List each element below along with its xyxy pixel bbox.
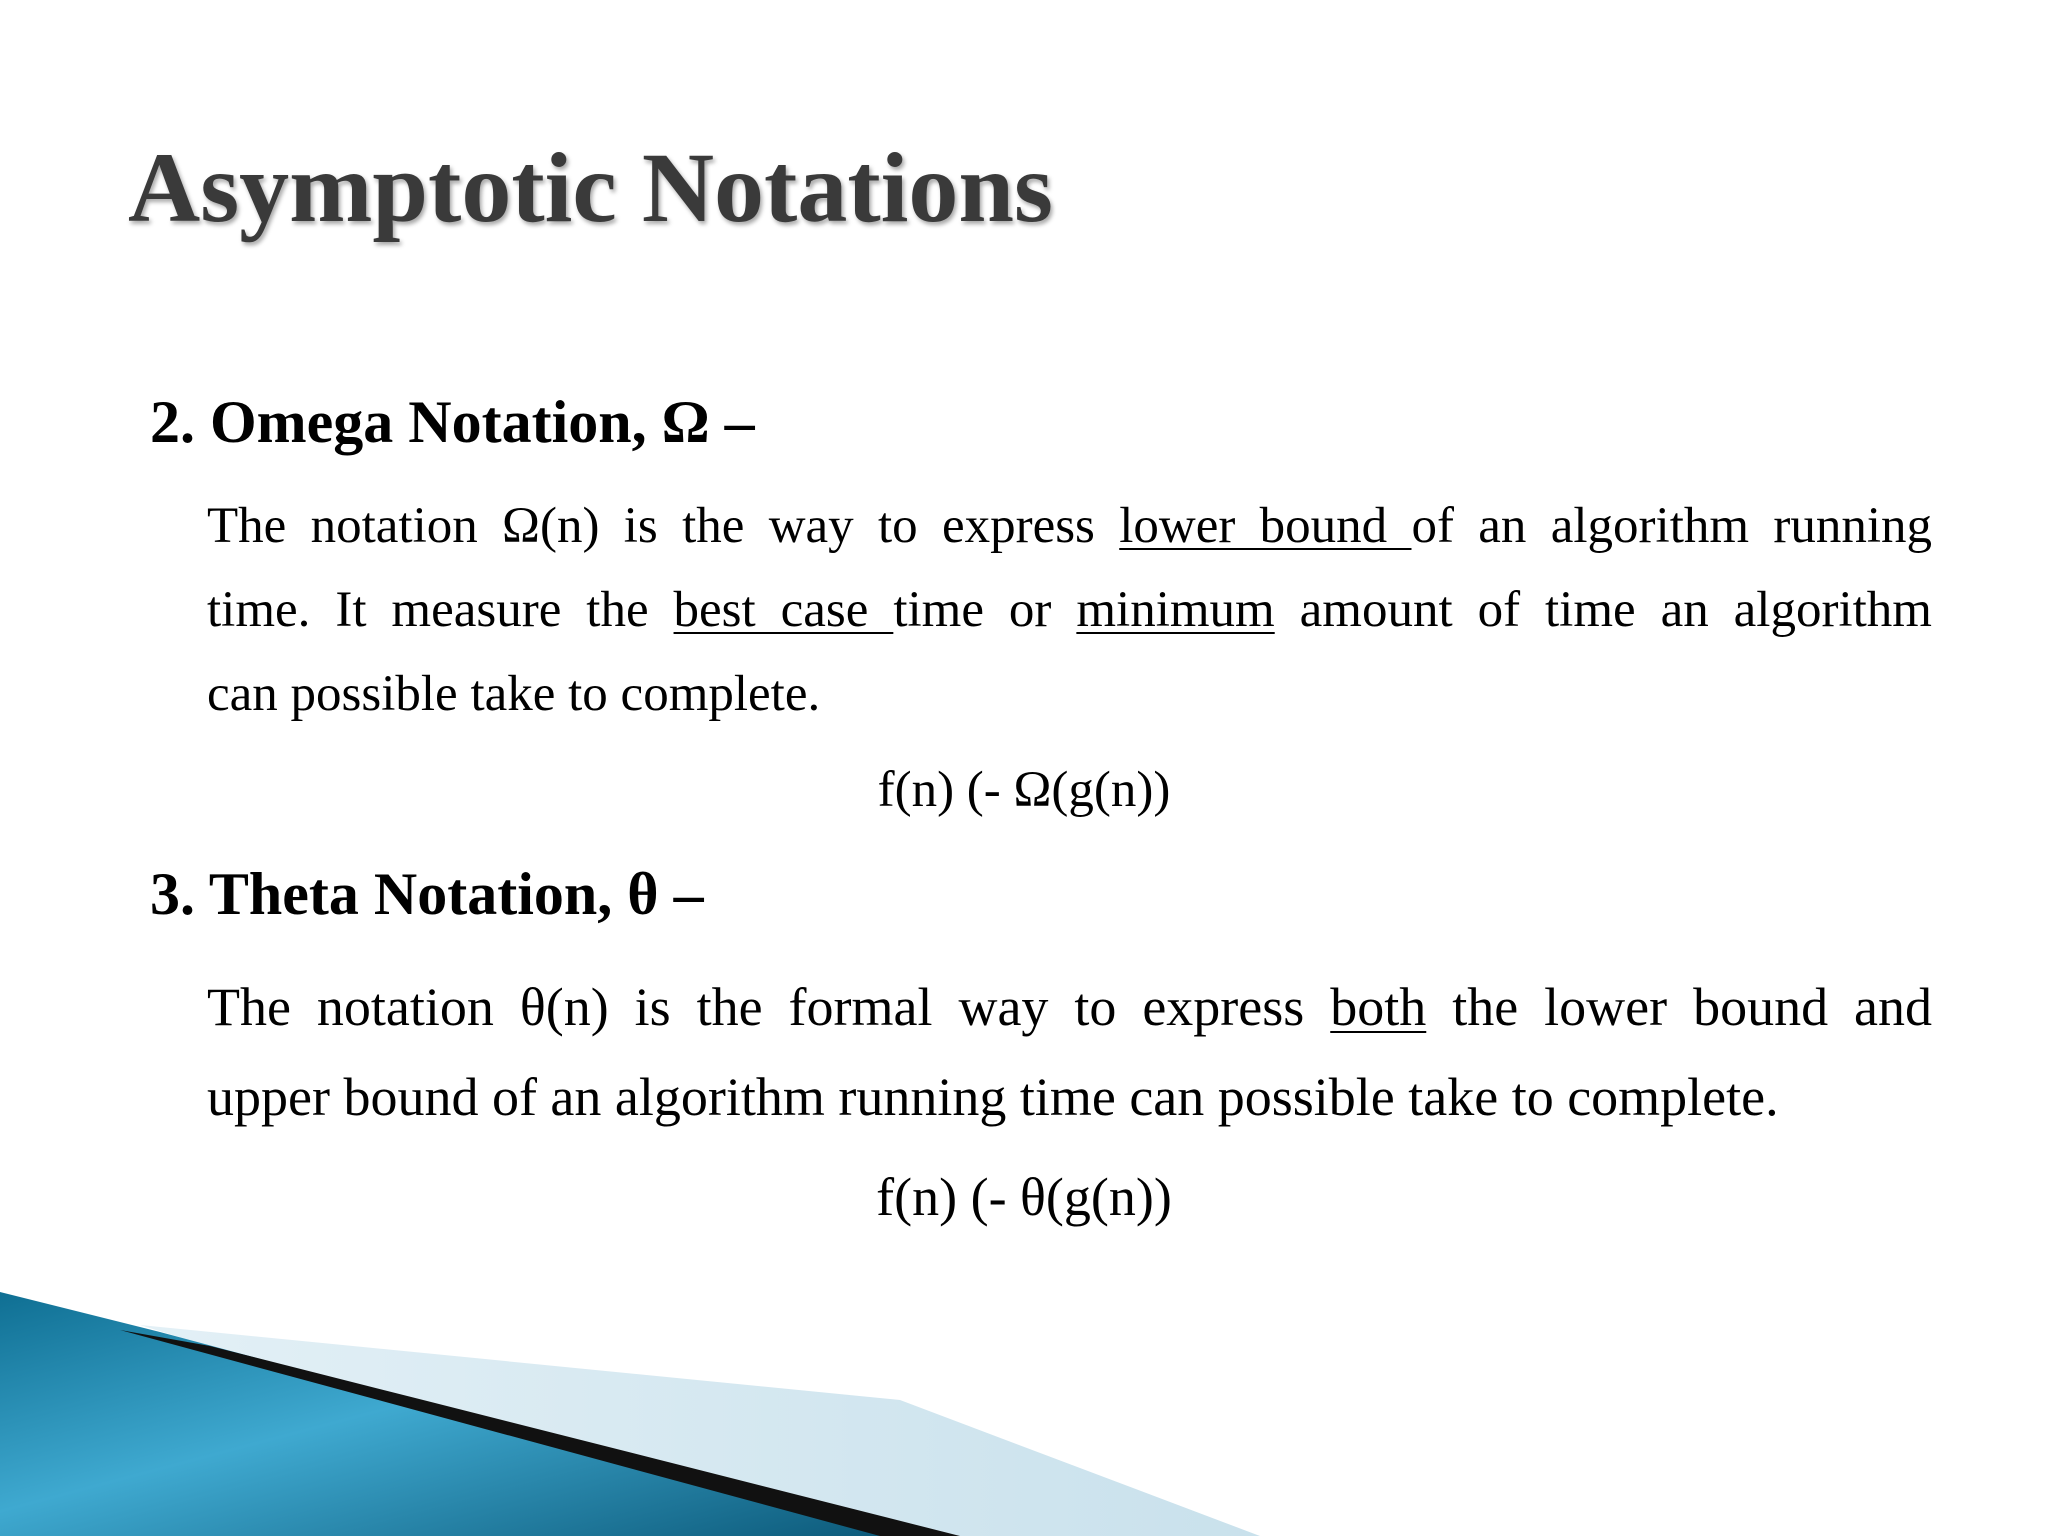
- omega-heading: 2. Omega Notation, Ω –: [150, 389, 755, 455]
- text-run: time or: [893, 582, 1077, 638]
- text-run: The notation θ(n) is the formal way to express: [207, 977, 1331, 1037]
- minimum-underlined: minimum: [1076, 582, 1275, 638]
- text-run: of an algorithm running: [1411, 498, 1932, 554]
- text-run: the lower bound and: [1426, 977, 1932, 1037]
- both-underlined: both: [1330, 977, 1427, 1037]
- text-run: amount of time an algorithm: [1274, 582, 1932, 638]
- best-case-underlined: best case: [673, 582, 894, 638]
- theta-paragraph-line-2: upper bound of an algorithm running time can possible take to complete.: [207, 1067, 1779, 1127]
- omega-formula: f(n) (- Ω(g(n)): [877, 762, 1171, 818]
- lower-bound-underlined: lower bound: [1119, 498, 1412, 554]
- omega-paragraph-line-3: can possible take to complete.: [207, 666, 821, 722]
- text-run: time. It measure the: [207, 582, 674, 638]
- theta-formula: f(n) (- θ(g(n)): [876, 1167, 1172, 1227]
- theta-heading: 3. Theta Notation, θ –: [150, 861, 704, 927]
- slide-title: Asymptotic Notations: [128, 132, 1053, 243]
- text-run: The notation Ω(n) is the way to express: [207, 498, 1120, 554]
